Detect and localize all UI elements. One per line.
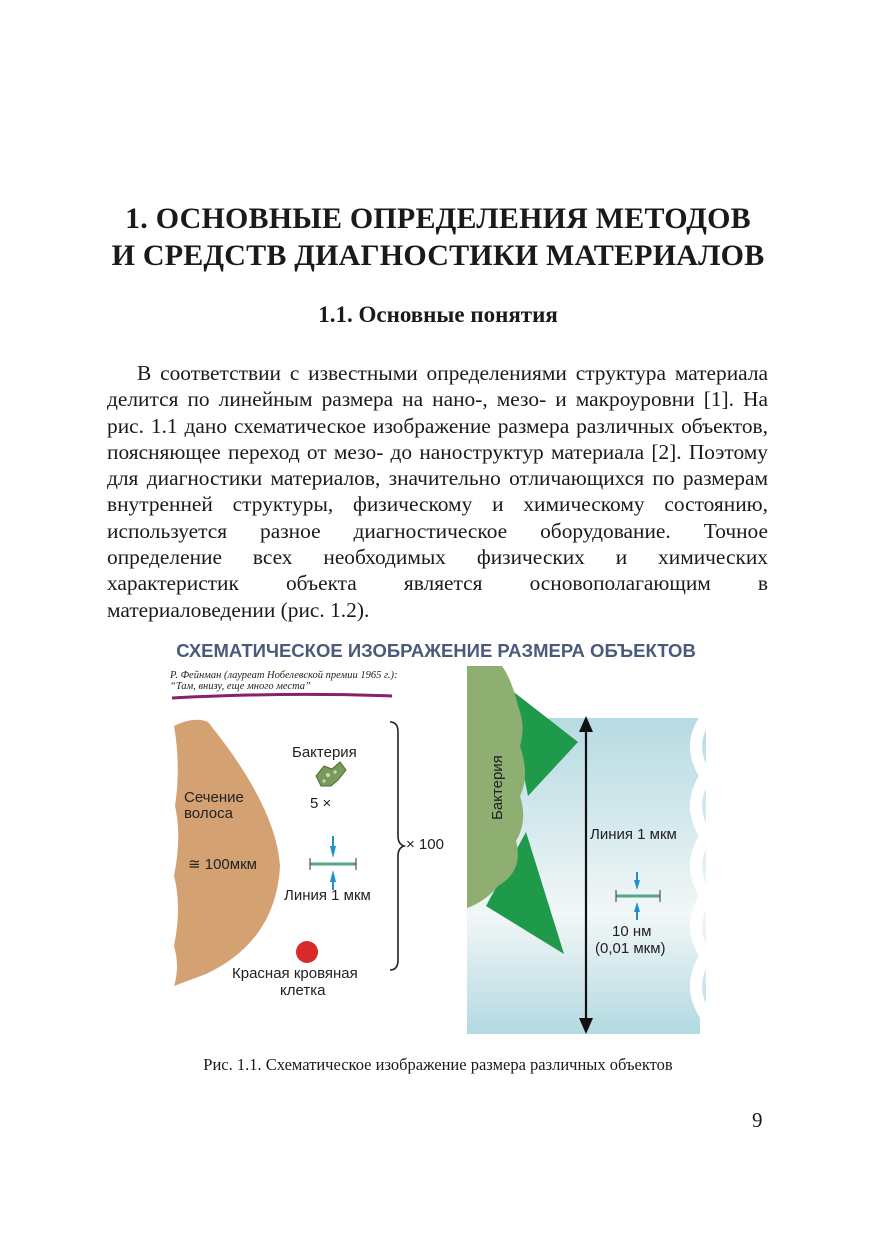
chapter-title-line-1: 1. ОСНОВНЫЕ ОПРЕДЕЛЕНИЯ МЕТОДОВ	[125, 202, 751, 235]
chapter-title-line-2: И СРЕДСТВ ДИАГНОСТИКИ МАТЕРИАЛОВ	[111, 239, 765, 272]
bacteria-label: Бактерия	[292, 744, 357, 761]
quote-underline	[172, 694, 392, 698]
figure-caption: Рис. 1.1. Схематическое изображение размера различных объектов	[203, 1055, 673, 1074]
hair-cross-section	[174, 720, 280, 986]
figure-diagram	[166, 636, 706, 1034]
figure-title: СХЕМАТИЧЕСКОЕ ИЗОБРАЖЕНИЕ РАЗМЕРА ОБЪЕКТОВ	[176, 640, 696, 661]
bacteria-vertical-label: Бактерия	[489, 755, 506, 820]
red-blood-cell	[296, 941, 318, 963]
red-cell-label-line-1: Красная кровяная	[232, 965, 358, 982]
hair-size-label: ≅ 100мкм	[188, 856, 257, 873]
zoom-factor-label: × 100	[406, 836, 444, 853]
hair-label-line-1: Сечение	[184, 789, 244, 806]
hair-label-line-2: волоса	[184, 805, 233, 822]
bacteria-small-icon	[316, 762, 346, 786]
chapter-title	[0, 200, 876, 274]
page-number: 9	[752, 1108, 763, 1132]
section-title: 1.1. Основные понятия	[318, 302, 558, 327]
bacteria-scale: 5 ×	[310, 795, 332, 812]
micrometer-line-right-label: Линия 1 мкм	[590, 826, 677, 843]
nanometer-label-line-2: (0,01 мкм)	[595, 940, 666, 957]
figure-object-sizes	[166, 636, 706, 1034]
scale-brace	[390, 722, 404, 970]
micrometer-line-left	[310, 836, 356, 890]
body-paragraph: В соответствии с известными определениями структура материала делится по линейным размера на нано-, мезо- и макроуровни [1]. На рис. 1.1 дано схематическое изображение размера различных объектов, поясняющее переход от мезо- до наноструктур материала [2]. Поэтому для диагностики материалов, значительно отличающихся по размерам внутренней структуры, физическому и химическому состоянию, используется разное диагностическое оборудование. Точное определение всех необходимых физических и химических характеристик объекта является основополагающим в материаловедении (рис. 1.2).	[107, 361, 768, 622]
red-cell-label-line-2: клетка	[280, 982, 326, 999]
feynman-quote-line-2: “Там, внизу, еще много места”	[170, 681, 311, 692]
nanometer-label-line-1: 10 нм	[612, 923, 652, 940]
micrometer-line-left-label: Линия 1 мкм	[284, 887, 371, 904]
feynman-quote-line-1: Р. Фейнман (лауреат Нобелевской премии 1965 г.):	[170, 670, 398, 681]
